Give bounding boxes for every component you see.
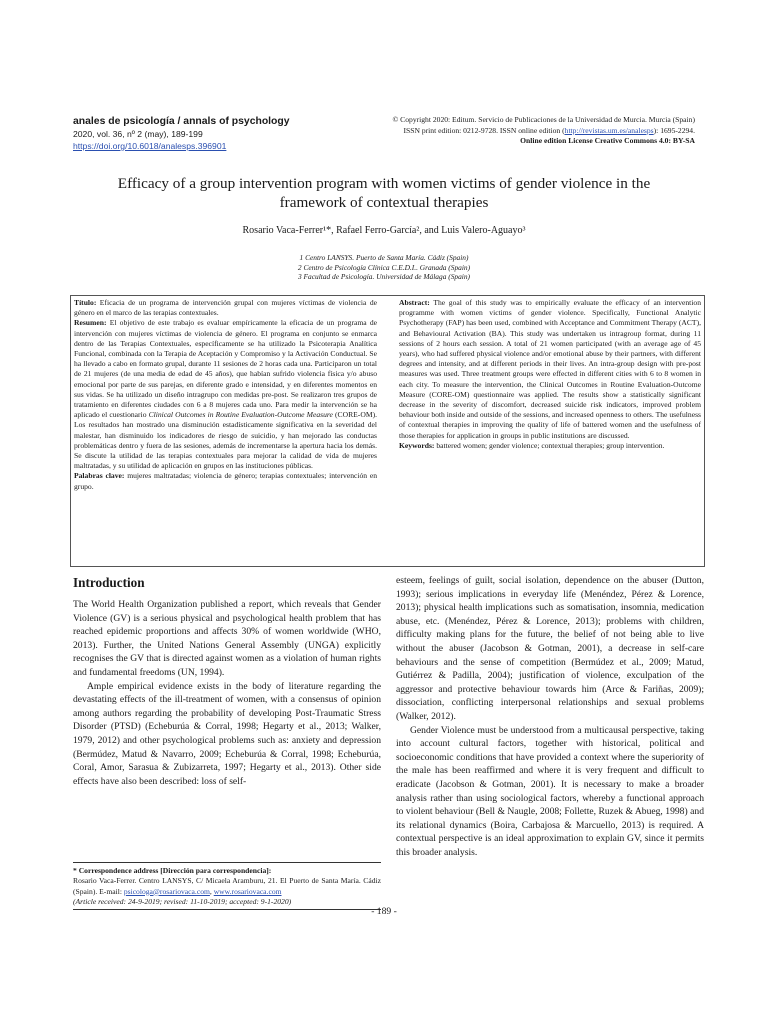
affiliation-1: 1 Centro LANSYS. Puerto de Santa María. Cádiz (Spain): [299, 253, 469, 262]
copyright-text: © Copyright 2020: Editum. Servicio de Publicaciones de la Universidad de Murcia. Murcia (Spain): [392, 115, 695, 124]
spanish-abstract: [74, 298, 377, 492]
website-link[interactable]: www.rosariovaca.com: [213, 886, 282, 896]
volume-info: 2020, vol. 36, nº 2 (may), 189-199: [73, 129, 203, 139]
body-column-left: [73, 574, 381, 788]
resumen-paragraph: Resumen: El objetivo de este trabajo es evaluar empíricamente la eficacia de un programa de intervención con mujeres víctimas de violencia de género. El programa en conjunto se enmarca dentro de las Terapias Contextuales, específicamente se ha utilizado la Psicoterapia Analítica Funcional, combinada con la Terapia de Aceptación y Compromiso y la Activación Conductual. Se ha llevado a cabo en formato grupal, durante 11 sesiones de 2 horas cada una. Participaron un total de 21 mujeres (de una media de edad de 45 años), que habían sufrido violencia física y/o abuso emocional por parte de sus parejas, en diferente grado e intensidad, y en diferentes momentos en sus vidas. Se ha utilizado un diseño intragrupo con medidas pre-post. Se realizaron tres grupos de tratamiento en diferentes ciudades con 6 a 8 mujeres cada uno. Para medir la intervención se ha aplicado el cuestionario Clinical Outcomes in Routine Evaluation-Outcome Measure (CORE-OM). Los resultados han mostrado una disminución estadísticamente significativa en la severidad del malestar, han disminuido los indicadores de riesgo de suicidio, y han mejorado las conductas problemáticas dentro y fuera de las sesiones, además de incrementarse la apertura hacia los demás. Se discute la utilidad de las terapias contextuales para mejorar la calidad de vida de mujeres maltratadas, y su utilidad de aplicación en grupos en las instituciones públicas.: [74, 318, 377, 471]
affiliations: [70, 253, 698, 282]
keywords: Keywords: battered women; gender violence; contextual therapies; group intervention.: [399, 440, 665, 450]
affiliation-3: 3 Facultad de Psicología. Universidad de Málaga (Spain): [297, 272, 470, 282]
paragraph: esteem, feelings of guilt, social isolation, dependence on the abuser (Dutton, 1993); serious implications in everyday life (Menéndez, Pérez & Lorence, 2013); physical health implications such as somatisation, insomnia, medication abuse, etc. (Menéndez, Pérez & Lorence, 2013); problems with children, difficulty making plans for the future, the belief of not being able to live without the abuser (Jacobson & Gotman, 2001), a decrease in self-care behaviours and the sense of competition (Bermúdez et al., 2009; Matud, Gutiérrez & Padilla, 2004); justification of violence, exculpation of the aggressor and protective behaviour towards him (Arce & Fariñas, 2009); dissociation, conflicting interpersonal relationships and sexual problems (Walker, 2012).: [396, 575, 704, 722]
journal-website-link[interactable]: http://revistas.um.es/analesps: [564, 125, 654, 135]
author-list: Rosario Vaca-Ferrer¹*, Rafael Ferro-García², and Luis Valero-Aguayo³: [242, 225, 526, 236]
journal-name: anales de psicología / annals of psychology: [73, 116, 290, 127]
correspondence-address: Rosario Vaca-Ferrer. Centro LANSYS, C/ Micaela Aramburu, 21. El Puerto de Santa María. Cádiz (Spain). E-mail: psicologa@rosariovaca.com, www.rosariovaca.com: [73, 876, 381, 896]
correspondence-title: * Correspondence address [Dirección para correspondencia]:: [73, 866, 272, 875]
correspondence-box: [73, 862, 381, 910]
palabras-clave: Palabras clave: mujeres maltratadas; violencia de género; terapias contextuales; intervención en grupo.: [74, 471, 377, 491]
copyright-block: [335, 115, 695, 147]
section-heading: Introduction: [73, 575, 145, 590]
article-dates: (Article received: 24-9-2019; revised: 11-10-2019; accepted: 9-1-2020): [73, 896, 292, 906]
affiliation-2: 2 Centro de Psicología Clínica C.E.D.I.. Granada (Spain): [297, 262, 471, 272]
issn-text: ISSN print edition: 0212-9728. ISSN online edition (http://revistas.um.es/analesps): 1695-2294.: [403, 125, 695, 135]
paragraph: Gender Violence must be understood from a multicausal perspective, taking into account cultural factors, together with historical, political and socioeconomic conditions that have provided a context where the superiority of the male has been reaffirmed and where it is very frequent and difficult to eradicate (Jacobson & Gotman, 2001). It is necessary to make a broader analysis rather than using sociological factors, whereby a functional approach to violent behaviour (Bell & Naugle, 2008; Follette, Ruzek & Abueg, 1998) and its relational dynamics (Boira, Carbajosa & Marcuello, 2013) is required. A contextual perspective is an ideal approximation to explain GV, since it permits this broader analysis.: [396, 724, 704, 858]
spanish-title: Título: Eficacia de un programa de intervención grupal con mujeres víctimas de violencia de género en el marco de las terapias contextuales.: [74, 298, 377, 318]
email-link[interactable]: psicologa@rosariovaca.com: [123, 886, 210, 896]
body-column-right: [396, 574, 704, 859]
english-abstract: [399, 298, 701, 451]
article-title: Efficacy of a group intervention program with women victims of gender violence in the framework of contextual therapies: [117, 175, 651, 211]
paragraph: The World Health Organization published a report, which reveals that Gender Violence (GV) is a serious physical and psychological health problem that has reached epidemic proportions and affects 30% of women worldwide (WHO, 2013). Further, the United Nations General Assembly (UNGA) explicitly recognises the GV that is directed against women as a violation of human rights and fundamental freedoms (UN, 1994).: [73, 599, 381, 678]
journal-header: [73, 116, 290, 152]
paragraph: Ample empirical evidence exists in the body of literature regarding the devastating effects of the ill-treatment of women, with a consensus of opinion among authors regarding the probability of developing Post-Traumatic Stress Disorder (PTSD) (Echeburúa & Corral, 1998; Hegarty et al., 2013; Walker, 1979, 2012) and other psychological problems such as: anxiety and depression (Bermúdez, Matud & Navarro, 2009; Echeburúa & Corral, 1998; Echeburúa, Coral, Amor, Sarasua & Zubizarreta, 1997; Hegarty et al., 2013). Other side effects have also been described: loss of self-: [73, 680, 381, 787]
doi-link[interactable]: https://doi.org/10.6018/analesps.396901: [73, 141, 227, 151]
abstract-paragraph: Abstract: The goal of this study was to empirically evaluate the efficacy of an intervention programme with women victims of gender violence. Specifically, Functional Analytic Psychotherapy (FAP) has been used, combined with Acceptance and Commitment Therapy (ACT), and Behavioural Activation (BA). This study was undertaken us intragroup format, during 11 sessions of 2 hours each session. A total of 21 women participated (with an average age of 45 years), who had suffered physical violence and/or emotional abuse by their partners, with different degrees and intensity, and at different periods in their lives. An intra-group design with pre-post measures was used. Three treatment groups were effected in different cities with 6 to 8 women in each city. To measure the intervention, the Clinical Outcomes in Routine Evaluation-Outcome Measure (CORE-OM) questionnaire was applied. The results show a statistically significant decrease in the severity of discomfort, decreased suicide risk indicators, improved problem behaviour both inside and outside of the sessions, and increased openness to others. The usefulness of contextual therapies in improving the quality of life of battered women and the usefulness of those therapies for application in groups in public institutions are discussed.: [399, 298, 701, 440]
abstract-box: [70, 295, 705, 567]
page-number: - 189 -: [371, 906, 397, 917]
license-text: Online edition License Creative Commons 4.0: BY-SA: [520, 136, 695, 146]
